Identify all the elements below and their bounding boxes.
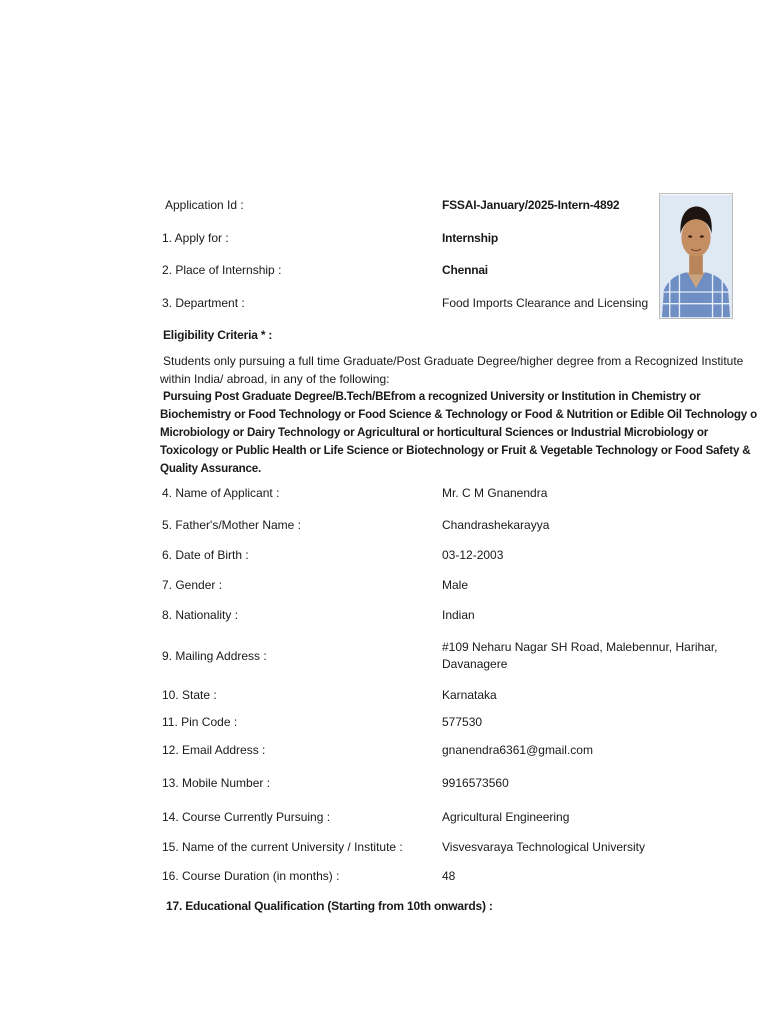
apply-for-label: 1. Apply for : [162,231,229,245]
mailing-address-label: 9. Mailing Address : [162,649,267,663]
educational-qualification-heading: 17. Educational Qualification (Starting from 10th onwards) : [166,899,493,913]
applicant-name-value: Mr. C M Gnanendra [442,486,548,500]
nationality-label: 8. Nationality : [162,608,239,622]
date-of-birth-value: 03-12-2003 [442,548,504,562]
email-value: gnanendra6361@gmail.com [442,743,593,757]
state-label: 10. State : [162,688,217,702]
university-value: Visvesvaraya Technological University [442,840,645,854]
university-label: 15. Name of the current University / Institute : [162,840,403,854]
mobile-number-label: 13. Mobile Number : [162,776,271,790]
application-id-label: Application Id : [165,198,244,212]
eligibility-intro-line: Students only pursuing a full time Graduate/Post Graduate Degree/higher degree from a Recognized Institute [163,354,744,368]
eligibility-criteria-line: Microbiology or Dairy Technology or Agricultural or horticultural Sciences or Industrial Microbiology or [160,426,709,439]
pin-code-value: 577530 [442,715,483,729]
date-of-birth-label: 6. Date of Birth : [162,548,249,562]
eligibility-intro-line: within India/ abroad, in any of the following: [160,372,390,386]
eligibility-criteria-line: Toxicology or Public Health or Life Science or Biotechnology or Fruit & Vegetable Technology or Food Safety & [160,444,751,457]
gender-value: Male [442,578,469,592]
place-of-internship-label: 2. Place of Internship : [162,263,282,277]
mailing-address-value-line2: Davanagere [442,657,508,671]
parent-name-label: 5. Father's/Mother Name : [162,518,302,532]
nationality-value: Indian [442,608,475,622]
course-duration-label: 16. Course Duration (in months) : [162,869,340,883]
department-value: Food Imports Clearance and Licensing [442,296,649,310]
place-of-internship-value: Chennai [442,263,488,277]
department-label: 3. Department : [162,296,245,310]
eligibility-criteria-line: Pursuing Post Graduate Degree/B.Tech/BEfrom a recognized University or Institution in Chemistry or [163,390,701,403]
eligibility-criteria-text [160,388,768,478]
course-label: 14. Course Currently Pursuing : [162,810,331,824]
eligibility-intro [160,352,768,388]
mailing-address-value: #109 Neharu Nagar SH Road, Malebennur, Harihar, [442,640,718,654]
eligibility-criteria-line: Biochemistry or Food Technology or Food Science & Technology or Food & Nutrition or Edible Oil Technology o [160,408,757,421]
applicant-photo [659,193,733,319]
course-duration-value: 48 [442,869,456,883]
eligibility-heading: Eligibility Criteria * : [163,328,273,342]
eligibility-criteria-line: Quality Assurance. [160,462,261,475]
state-value: Karnataka [442,688,497,702]
application-id-value: FSSAI-January/2025-Intern-4892 [442,198,620,212]
email-label: 12. Email Address : [162,743,266,757]
applicant-name-label: 4. Name of Applicant : [162,486,280,500]
gender-label: 7. Gender : [162,578,223,592]
pin-code-label: 11. Pin Code : [162,715,238,729]
course-value: Agricultural Engineering [442,810,570,824]
apply-for-value: Internship [442,231,499,245]
parent-name-value: Chandrashekarayya [442,518,550,532]
mobile-number-value: 9916573560 [442,776,509,790]
